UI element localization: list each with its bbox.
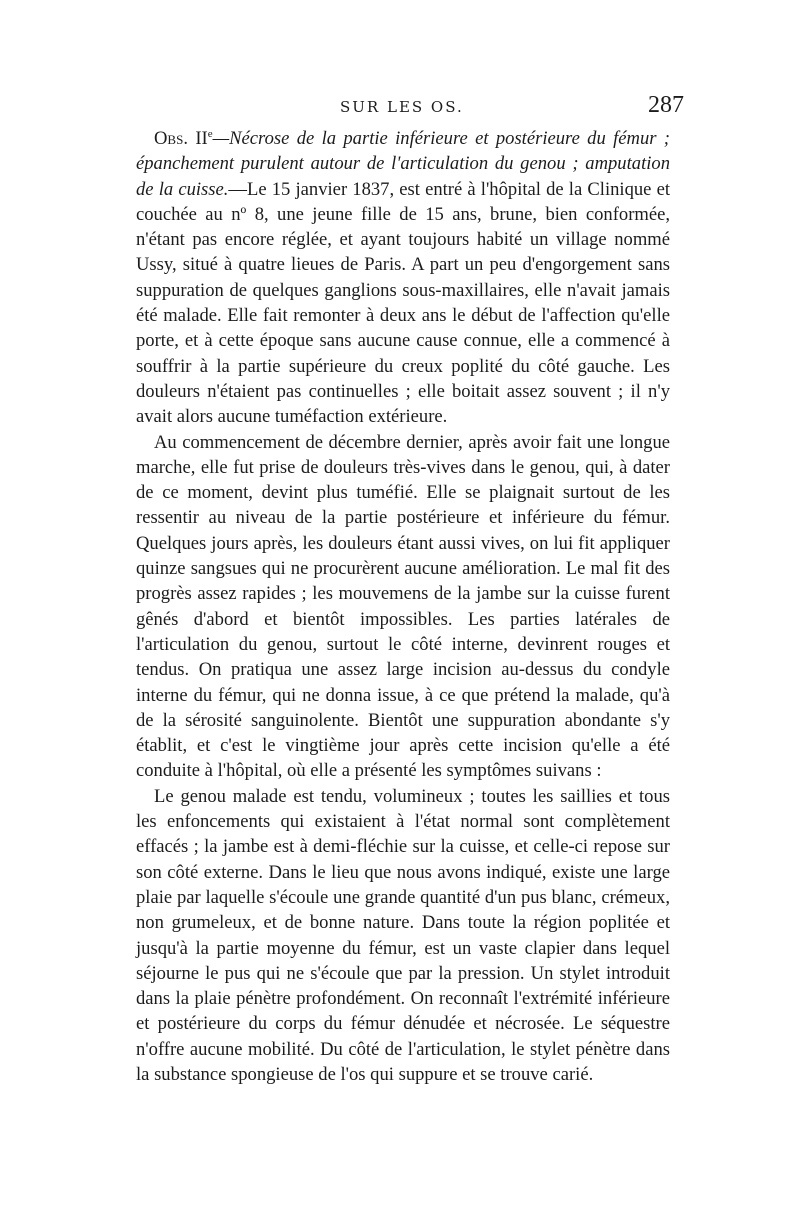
running-head	[136, 92, 684, 122]
body-text	[136, 126, 670, 1087]
paragraph-1-text: —Le 15 janvier 1837, est entré à l'hôpital de la Clinique et couchée au nº 8, une jeune fille de 15 ans, brune, bien conformée, n'étant pas encore réglée, et ayant toujours habité un village nommé Ussy, situé à quatre lieues de Paris. A part un peu d'engorgement sans suppuration de quelques ganglions sous-maxillaires, elle n'avait jamais été malade. Elle fait remonter à deux ans le début de l'affection qu'elle porte, et à cette époque sans aucune cause connue, elle a commencé à souffrir à la partie supérieure du creux poplité du côté gauche. Les douleurs n'étaient pas continuelles ; elle boitait assez souvent ; il n'y avait alors aucune tuméfaction extérieure.	[136, 178, 670, 428]
observation-label: Obs.	[154, 128, 188, 149]
observation-number-suffix: e	[207, 127, 213, 140]
paragraph-2: Au commencement de décembre dernier, après avoir fait une longue marche, elle fut prise de douleurs très-vives dans le genou, qui, à dater de ce moment, devint plus tuméfié. Elle se plaignait surtout de les ressentir au niveau de la partie postérieure et inférieure du fémur. Quelques jours après, les douleurs étant aussi vives, on lui fit appliquer quinze sangsues qui ne procurèrent aucune amélioration. Le mal fit des progrès assez rapides ; les mouvemens de la jambe sur la cuisse furent gênés d'abord et bientôt impossibles. Les parties latérales de l'articulation du genou, surtout le côté interne, devinrent rouges et tendus. On pratiqua une assez large incision au-dessus du condyle interne du fémur, qui ne donna issue, à ce que prétend la malade, qu'à de la sérosité sanguinolente. Bientôt une suppuration abondante s'y établit, et c'est le vingtième jour après cette incision qu'elle a été conduite à l'hôpital, où elle a présenté les symptômes suivans :	[136, 431, 670, 782]
page-number: 287	[648, 92, 684, 118]
paragraph-observation	[136, 126, 670, 430]
observation-number: II	[195, 128, 208, 149]
paragraph-3: Le genou malade est tendu, volumineux ; toutes les saillies et tous les enfoncements qui existaient à l'état normal sont complètement effacés ; la jambe est à demi-fléchie sur la cuisse, et celle-ci repose sur son côté externe. Dans le lieu que nous avons indiqué, existe une large plaie par laquelle s'écoule une grande quantité d'un pus blanc, crémeux, non grumeleux, et de bonne nature. Dans toute la région poplitée et jusqu'à la partie moyenne du fémur, est un vaste clapier dans lequel séjourne le pus qui ne s'écoule que par la pression. Un stylet introduit dans la plaie pénètre profondément. On reconnaît l'extrémité inférieure et postérieure du corps du fémur dénudée et nécrosée. Le séquestre n'offre aucune mobilité. Du côté de l'articulation, le stylet pénètre dans la substance spongieuse de l'os qui suppure et se trouve carié.	[136, 785, 670, 1085]
running-title: SUR LES OS.	[340, 98, 464, 116]
observation-title: —Nécrose de la partie inférieure et postérieure du fémur ; épanchement purulent autour de l'articulation du genou ; amputation de la cuisse.	[136, 128, 671, 200]
